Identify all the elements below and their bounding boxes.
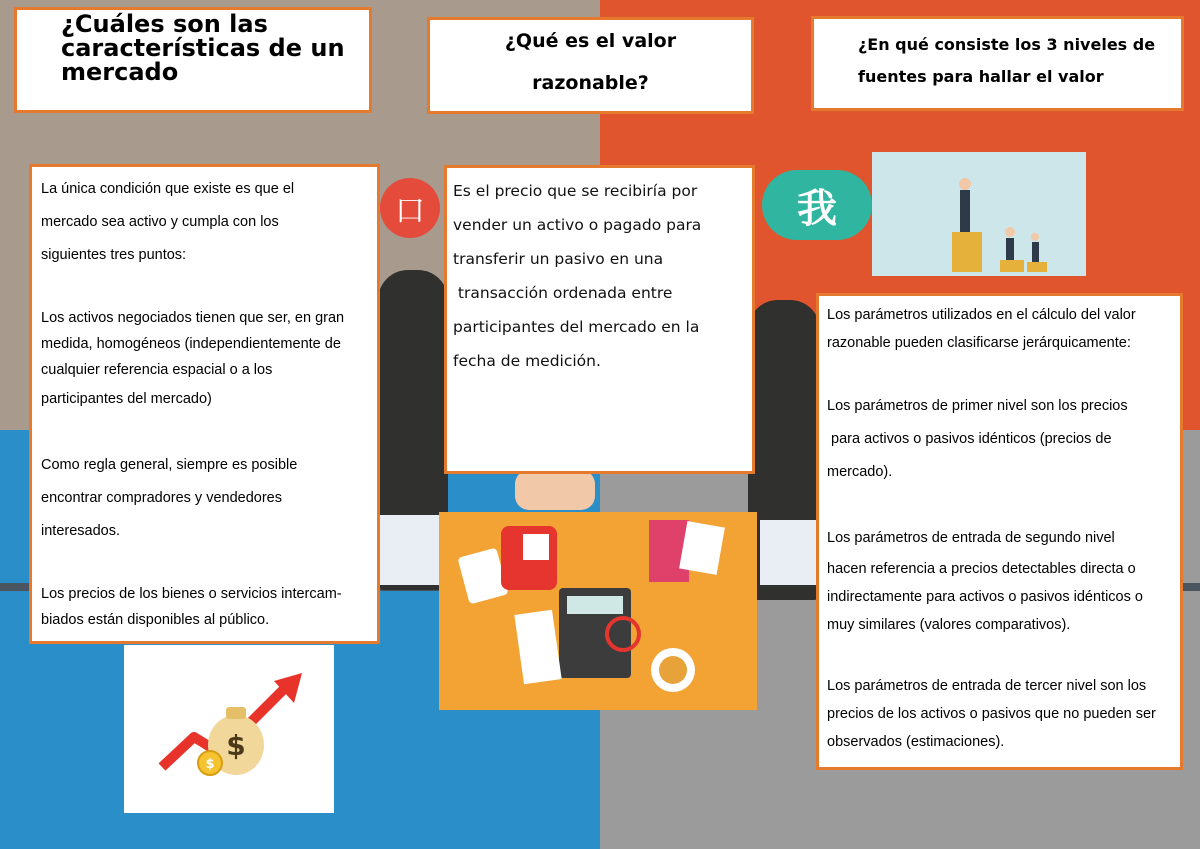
- market-text-line: encontrar compradores y vendedores: [41, 490, 282, 506]
- title-card-fair-value: [427, 17, 754, 114]
- levels-text-line: precios de los activos o pasivos que no pueden ser: [827, 706, 1156, 722]
- levels-text-line: Los parámetros utilizados en el cálculo del valor: [827, 307, 1136, 323]
- career-ladder-illustration: [872, 152, 1086, 276]
- levels-text-line: Los parámetros de entrada de segundo nivel: [827, 530, 1115, 546]
- building-left: [380, 515, 440, 585]
- money-growth-icon: [124, 645, 334, 813]
- office-desk-illustration: [439, 512, 757, 710]
- body-card-fair-value: [444, 165, 755, 474]
- title-card-market: [14, 7, 372, 113]
- fair-value-text-line: fecha de medición.: [453, 352, 601, 370]
- money-bag-symbol: $: [226, 729, 246, 762]
- fair-value-text-line: transacción ordenada entre: [453, 284, 673, 302]
- market-text-line: siguientes tres puntos:: [41, 247, 187, 263]
- market-text-line: mercado sea activo y cumpla con los: [41, 214, 279, 230]
- market-text-line: La única condición que existe es que el: [41, 181, 295, 197]
- title-fair-value-line1: ¿Qué es el valor: [504, 30, 677, 52]
- levels-text-line: mercado).: [827, 464, 893, 480]
- speech-bubble-left-glyph: 口: [395, 194, 425, 229]
- desk-items-icon: [439, 512, 757, 710]
- market-text-line: cualquier referencia espacial o a los: [41, 362, 273, 378]
- title-market: ¿Cuáles son las características de un mercado: [61, 10, 345, 86]
- levels-text-line: hacen referencia a precios detectables directa o: [827, 561, 1136, 577]
- body-card-market: [29, 164, 380, 644]
- market-text-line: Los activos negociados tienen que ser, en gran: [41, 310, 345, 326]
- levels-text-line: Los parámetros de entrada de tercer nivel son los: [827, 678, 1147, 694]
- speech-bubble-left: [380, 178, 440, 238]
- levels-text-line: muy similares (valores comparativos).: [827, 617, 1071, 633]
- levels-text-line: Los parámetros de primer nivel son los precios: [827, 398, 1128, 414]
- building-right: [760, 520, 820, 585]
- title-fair-value-line2: razonable?: [532, 72, 649, 94]
- market-text-line: Los precios de los bienes o servicios intercam-: [41, 586, 342, 602]
- levels-text-line: indirectamente para activos o pasivos idénticos o: [827, 589, 1143, 605]
- fair-value-text-line: vender un activo o pagado para: [453, 216, 702, 234]
- levels-text-line: para activos o pasivos idénticos (precios de: [827, 431, 1112, 447]
- title-card-levels: [811, 16, 1184, 111]
- levels-text-line: razonable pueden clasificarse jerárquicamente:: [827, 335, 1131, 351]
- market-text-line: interesados.: [41, 523, 120, 539]
- market-text-line: medida, homogéneos (independientemente de: [41, 336, 341, 352]
- speech-bubble-right: [762, 170, 872, 240]
- market-text-line: Como regla general, siempre es posible: [41, 457, 298, 473]
- fair-value-text-line: participantes del mercado en la: [453, 318, 700, 336]
- market-text-line: participantes del mercado): [41, 391, 212, 407]
- title-levels-line2: fuentes para hallar el valor: [858, 67, 1104, 86]
- levels-text-line: observados (estimaciones).: [827, 734, 1005, 750]
- title-levels-line1: ¿En qué consiste los 3 niveles de: [858, 35, 1156, 54]
- handshake: [515, 470, 595, 510]
- fair-value-text-line: Es el precio que se recibiría por: [453, 182, 698, 200]
- market-text-line: biados están disponibles al público.: [41, 612, 270, 628]
- coin-stacks-icon: [872, 152, 1086, 276]
- money-growth-illustration: [124, 645, 334, 813]
- coin-symbol: $: [205, 757, 215, 772]
- fair-value-text-line: transferir un pasivo en una: [453, 250, 664, 268]
- speech-bubble-right-glyph: 我: [797, 185, 837, 232]
- body-card-levels: [816, 293, 1183, 770]
